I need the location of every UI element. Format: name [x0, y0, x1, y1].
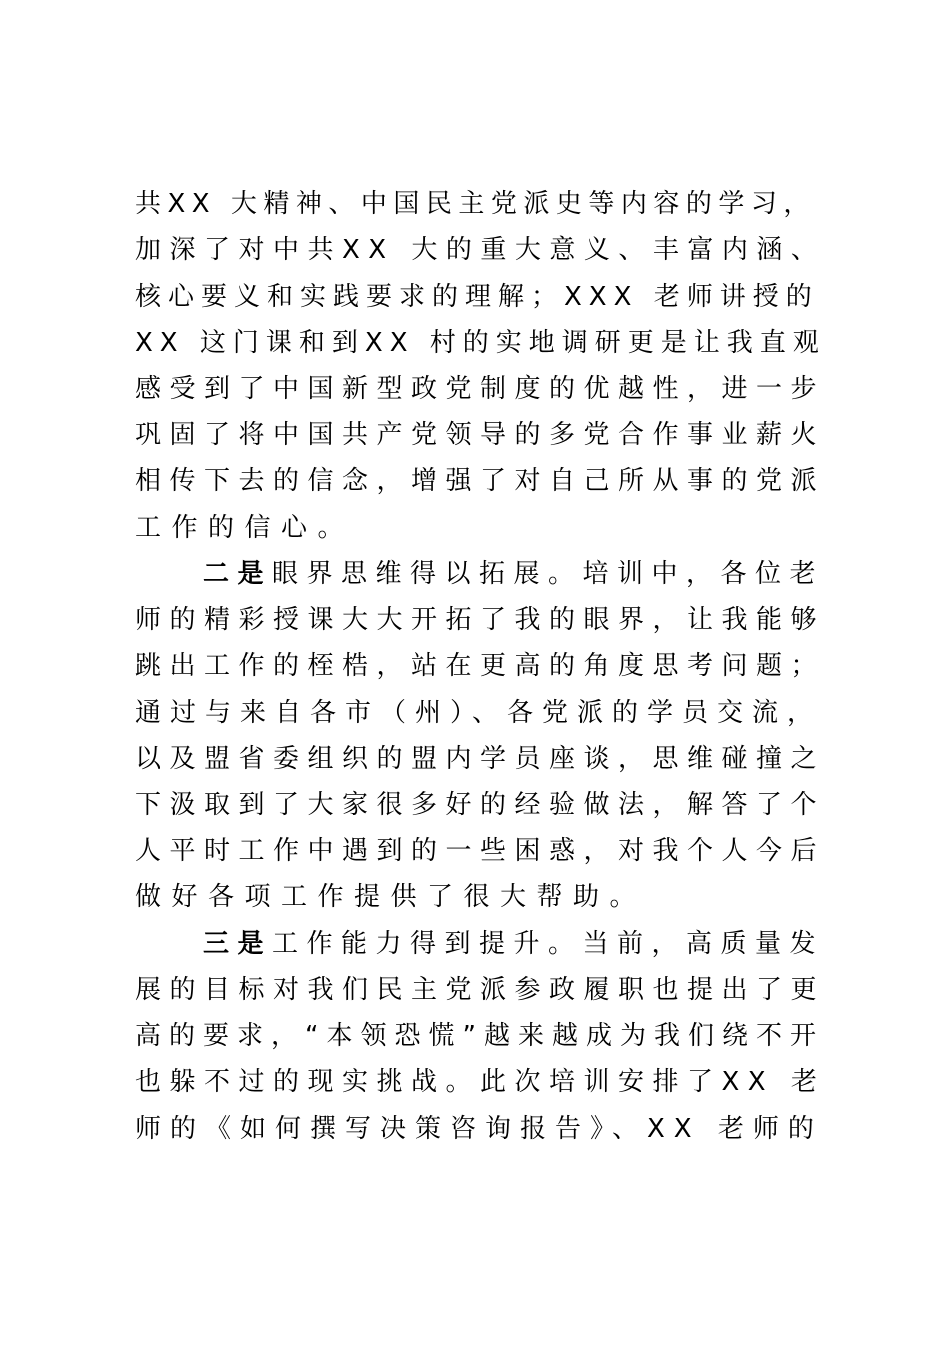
text-line: 跳出工作的桎梏，站在更高的角度思考问题； [135, 651, 826, 681]
text-span: 工作能力得到提升。当前，高质量发 [272, 929, 825, 959]
text-line: 人平时工作中遇到的一些困惑，对我个人今后 [135, 836, 826, 866]
text-line: 巩固了将中国共产党领导的多党合作事业薪火 [135, 420, 826, 450]
paragraph-lead-bold: 三是 [203, 929, 273, 959]
text-line: 下汲取到了大家很多好的经验做法，解答了个 [135, 790, 826, 820]
text-line: 加深了对中共XX 大的重大意义、丰富内涵、 [135, 235, 826, 265]
text-line: 展的目标对我们民主党派参政履职也提出了更 [135, 975, 826, 1005]
text-line: 以及盟省委组织的盟内学员座谈，思维碰撞之 [135, 744, 826, 774]
text-line: 做好各项工作提供了很大帮助。 [135, 882, 647, 912]
text-line: XX 这门课和到XX 村的实地调研更是让我直观 [135, 328, 826, 358]
text-span: 眼界思维得以拓展。培训中，各位老 [272, 559, 825, 589]
paragraph-lead-bold: 二是 [203, 559, 273, 589]
text-line: 感受到了中国新型政党制度的优越性，进一步 [135, 374, 826, 404]
paragraph-two-first-line [203, 554, 825, 594]
text-line: 共XX 大精神、中国民主党派史等内容的学习， [135, 189, 816, 219]
text-line: 师的《如何撰写决策咨询报告》、XX 老师的 [135, 1114, 823, 1144]
text-line: 工作的信心。 [135, 513, 355, 543]
text-line: 也躲不过的现实挑战。此次培训安排了XX 老 [135, 1067, 826, 1097]
text-line: 核心要义和实践要求的理解；XXX 老师讲授的 [135, 282, 819, 312]
paragraph-three-first-line [203, 924, 825, 964]
text-line: 相传下去的信念，增强了对自己所从事的党派 [135, 466, 826, 496]
text-line: 高的要求，“本领恐慌”越来越成为我们绕不开 [135, 1021, 824, 1051]
text-line: 师的精彩授课大大开拓了我的眼界，让我能够 [135, 605, 826, 635]
text-line: 通过与来自各市（州）、各党派的学员交流， [135, 698, 823, 728]
